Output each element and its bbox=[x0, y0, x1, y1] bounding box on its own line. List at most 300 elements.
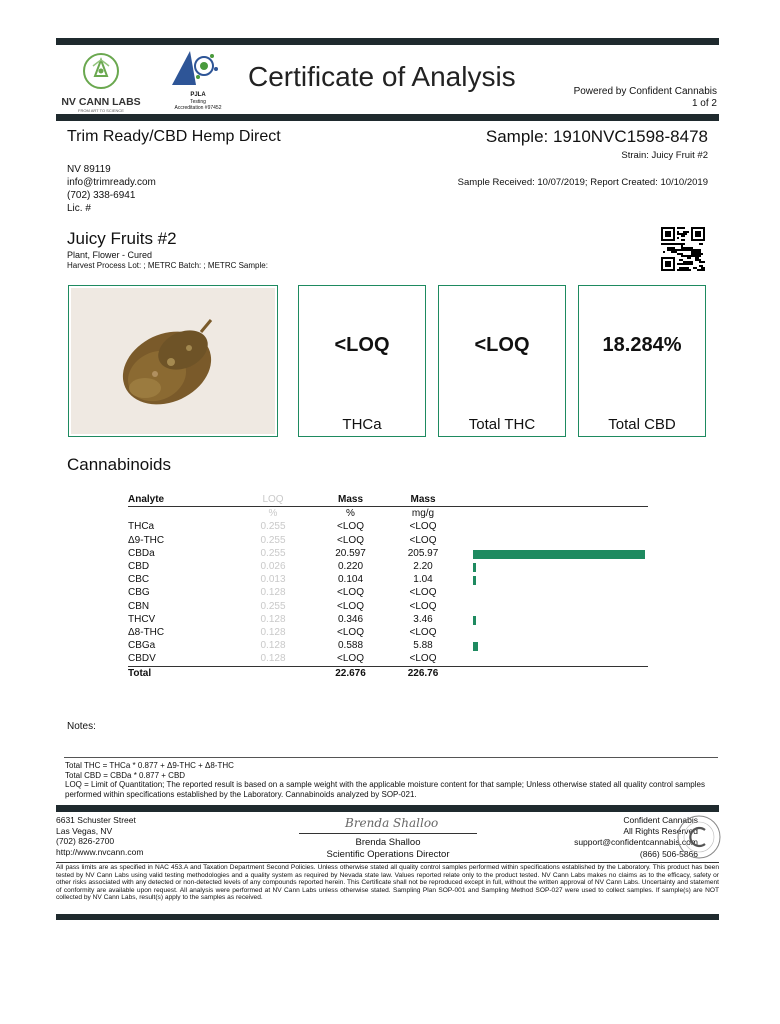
qr-module bbox=[695, 267, 697, 269]
table-total-row bbox=[128, 666, 648, 680]
qr-module bbox=[685, 231, 687, 233]
qr-module bbox=[693, 253, 695, 255]
cc-phone: (866) 506-5866 bbox=[639, 848, 698, 859]
qr-module bbox=[681, 255, 683, 257]
cc-seal-icon bbox=[676, 814, 722, 860]
qr-module bbox=[687, 267, 689, 269]
cell-loq: 0.255 bbox=[260, 600, 286, 612]
qr-module bbox=[679, 259, 681, 261]
qr-module bbox=[683, 235, 685, 237]
signature-line bbox=[299, 833, 477, 834]
qr-module bbox=[671, 251, 673, 253]
qr-module bbox=[691, 227, 705, 229]
footnotes bbox=[65, 761, 719, 799]
unit-mass-pct: % bbox=[346, 508, 355, 520]
header-loq: LOQ bbox=[262, 494, 284, 505]
qr-module bbox=[687, 261, 689, 263]
qr-module bbox=[701, 261, 703, 263]
notes-rule bbox=[64, 757, 718, 758]
summary-total-cbd-label: Total CBD bbox=[608, 416, 676, 433]
qr-module bbox=[681, 235, 683, 237]
cell-analyte: THCa bbox=[128, 521, 155, 533]
summary-total-thc-value: <LOQ bbox=[474, 334, 530, 356]
qr-module bbox=[687, 255, 689, 257]
qr-module bbox=[701, 243, 703, 245]
qr-module bbox=[685, 263, 687, 265]
footer-top-rule bbox=[56, 805, 719, 812]
accreditation-text: Testing bbox=[190, 99, 206, 105]
unit-loq: % bbox=[268, 508, 278, 520]
top-rule bbox=[56, 38, 719, 45]
qr-module bbox=[677, 263, 679, 265]
qr-module bbox=[683, 243, 685, 245]
mass-bar bbox=[473, 576, 476, 585]
qr-module bbox=[699, 251, 701, 253]
qr-module bbox=[699, 261, 701, 263]
cell-analyte: CBGa bbox=[128, 640, 156, 652]
cell-bar bbox=[463, 600, 648, 613]
qr-module bbox=[689, 257, 691, 259]
qr-module bbox=[687, 257, 689, 259]
table-row bbox=[128, 613, 648, 626]
qr-module bbox=[677, 231, 679, 233]
cell-loq: 0.128 bbox=[260, 613, 286, 625]
unit-bar bbox=[463, 507, 648, 521]
qr-module bbox=[681, 253, 683, 255]
cell-analyte: CBDV bbox=[128, 653, 156, 665]
qr-module bbox=[699, 249, 701, 251]
table-row bbox=[128, 560, 648, 573]
cell-mass-mg: 5.88 bbox=[413, 640, 433, 652]
notes-label: Notes: bbox=[67, 721, 96, 732]
cell-loq: 0.128 bbox=[260, 627, 286, 639]
cell-bar bbox=[463, 573, 648, 586]
qr-module bbox=[683, 269, 685, 271]
qr-module bbox=[695, 259, 697, 261]
qr-module bbox=[693, 249, 695, 251]
qr-module bbox=[681, 249, 683, 251]
qr-module bbox=[665, 261, 671, 267]
qr-module bbox=[665, 243, 667, 245]
header-analyte: Analyte bbox=[128, 494, 165, 505]
lab-street: 6631 Schuster Street bbox=[56, 815, 136, 825]
qr-code-icon bbox=[661, 227, 705, 271]
cell-analyte: CBN bbox=[128, 600, 150, 612]
qr-module bbox=[697, 259, 699, 261]
qr-module bbox=[675, 249, 677, 251]
qr-module bbox=[689, 261, 691, 263]
qr-module bbox=[699, 243, 701, 245]
qr-module bbox=[669, 243, 671, 245]
qr-module bbox=[681, 233, 683, 235]
qr-module bbox=[667, 249, 669, 251]
header-mass-mg: Mass bbox=[410, 494, 436, 505]
qr-module bbox=[685, 269, 687, 271]
qr-module bbox=[681, 247, 683, 249]
qr-module bbox=[683, 267, 685, 269]
cell-bar bbox=[463, 639, 648, 652]
mass-bar bbox=[473, 616, 476, 625]
accreditation-logo bbox=[168, 47, 228, 111]
qr-module bbox=[661, 257, 663, 271]
cell-analyte: THCV bbox=[128, 613, 156, 625]
cell-bar bbox=[463, 534, 648, 547]
qr-module bbox=[677, 233, 679, 235]
table-row bbox=[128, 586, 648, 599]
summary-thca-value: <LOQ bbox=[334, 334, 390, 356]
qr-module bbox=[683, 231, 685, 233]
qr-module bbox=[693, 251, 695, 253]
cell-mass-mg: 1.04 bbox=[413, 574, 433, 586]
cell-mass-pct: <LOQ bbox=[337, 534, 364, 546]
qr-module bbox=[691, 251, 693, 253]
qr-module bbox=[679, 227, 681, 229]
qr-module bbox=[691, 253, 693, 255]
product-photo-frame bbox=[68, 285, 278, 437]
qr-module bbox=[697, 253, 699, 255]
header-rule bbox=[56, 114, 719, 121]
qr-module bbox=[665, 231, 671, 237]
mass-bar bbox=[473, 550, 645, 559]
qr-module bbox=[673, 249, 675, 251]
qr-module bbox=[661, 227, 663, 241]
qr-module bbox=[673, 257, 675, 271]
table-row bbox=[128, 652, 648, 666]
cell-loq: 0.255 bbox=[260, 521, 286, 533]
sample-strain: Strain: Juicy Fruit #2 bbox=[621, 150, 708, 161]
qr-module bbox=[689, 249, 691, 251]
cell-mass-pct: <LOQ bbox=[337, 627, 364, 639]
qr-module bbox=[703, 269, 705, 271]
cell-bar bbox=[463, 586, 648, 599]
cell-mass-pct: 0.346 bbox=[337, 613, 364, 625]
summary-total-thc-label: Total THC bbox=[468, 416, 536, 433]
summary-thca bbox=[298, 285, 426, 437]
summary-total-thc bbox=[438, 285, 566, 437]
cc-rights: All Rights Reserved bbox=[623, 826, 698, 837]
qr-module bbox=[683, 255, 685, 257]
page-number: 1 of 2 bbox=[691, 98, 717, 109]
qr-module bbox=[681, 239, 683, 241]
qr-module bbox=[701, 253, 703, 255]
qr-module bbox=[685, 267, 687, 269]
cell-loq: 0.013 bbox=[260, 574, 286, 586]
cc-name: Confident Cannabis bbox=[623, 815, 698, 825]
cannabis-flower-image bbox=[71, 288, 275, 434]
qr-module bbox=[679, 253, 681, 255]
client-phone: (702) 338-6941 bbox=[67, 190, 136, 201]
unit-mass-mg: mg/g bbox=[411, 508, 435, 520]
footer-bottom-rule bbox=[56, 914, 719, 920]
cell-mass-pct: 0.220 bbox=[337, 561, 364, 573]
qr-module bbox=[677, 237, 679, 239]
qr-module bbox=[663, 251, 665, 253]
qr-module bbox=[677, 253, 679, 255]
total-loq bbox=[228, 666, 318, 680]
qr-module bbox=[699, 259, 701, 261]
cell-analyte: Δ8-THC bbox=[128, 627, 165, 639]
accreditation-number: Accreditation #97452 bbox=[174, 105, 222, 111]
qr-module bbox=[695, 231, 701, 237]
qr-module bbox=[671, 249, 673, 251]
table-row bbox=[128, 639, 648, 652]
signature: Brenda Shalloo bbox=[345, 816, 439, 830]
qr-module bbox=[679, 243, 681, 245]
lab-name: NV CANN LABS bbox=[61, 96, 141, 108]
qr-module bbox=[661, 227, 675, 229]
mass-bar bbox=[473, 563, 476, 572]
summary-total-cbd-value: 18.284% bbox=[602, 334, 682, 356]
cell-loq: 0.255 bbox=[260, 534, 286, 546]
cc-email[interactable]: support@confidentcannabis.com bbox=[574, 837, 698, 848]
signer-name: Brenda Shalloo bbox=[355, 837, 421, 848]
qr-module bbox=[673, 243, 675, 245]
qr-module bbox=[699, 255, 701, 257]
qr-module bbox=[697, 249, 699, 251]
qr-module bbox=[695, 253, 697, 255]
qr-module bbox=[681, 243, 683, 245]
cell-analyte: CBD bbox=[128, 561, 150, 573]
qr-module bbox=[703, 267, 705, 269]
cell-analyte: CBDa bbox=[128, 547, 155, 559]
qr-module bbox=[683, 233, 685, 235]
qr-module bbox=[685, 233, 687, 235]
cell-loq: 0.255 bbox=[260, 547, 286, 559]
cell-mass-mg: <LOQ bbox=[409, 627, 437, 639]
cell-bar bbox=[463, 613, 648, 626]
qr-module bbox=[683, 261, 685, 263]
qr-module bbox=[691, 247, 693, 249]
qr-module bbox=[683, 247, 685, 249]
qr-module bbox=[669, 247, 671, 249]
total-mass-pct: 22.676 bbox=[335, 667, 366, 679]
lab-city: Las Vegas, NV bbox=[56, 825, 113, 836]
qr-module bbox=[687, 269, 689, 271]
cell-mass-mg: <LOQ bbox=[409, 521, 437, 533]
table-units-row bbox=[128, 507, 648, 521]
summary-thca-label: THCa bbox=[342, 416, 382, 433]
qr-module bbox=[661, 257, 675, 259]
qr-module bbox=[671, 247, 673, 249]
footer-mid-rule bbox=[56, 862, 719, 863]
cell-mass-pct: 0.588 bbox=[337, 640, 364, 652]
cell-mass-pct: <LOQ bbox=[337, 521, 364, 533]
qr-module bbox=[685, 261, 687, 263]
cannabinoids-title: Cannabinoids bbox=[67, 455, 171, 474]
lab-tagline: FROM ART TO SCIENCE bbox=[78, 108, 124, 113]
qr-module bbox=[695, 249, 697, 251]
cell-mass-pct: 20.597 bbox=[335, 547, 366, 559]
product-photo bbox=[71, 288, 275, 434]
qr-module bbox=[683, 249, 685, 251]
cell-loq: 0.128 bbox=[260, 653, 286, 665]
cell-mass-pct: <LOQ bbox=[337, 600, 364, 612]
footnote-total-cbd: Total CBD = CBDa * 0.877 + CBD bbox=[65, 770, 186, 780]
cell-mass-mg: 2.20 bbox=[413, 561, 433, 573]
cell-analyte: Δ9-THC bbox=[128, 534, 165, 546]
qr-module bbox=[699, 253, 701, 255]
accreditation-org: PJLA bbox=[190, 92, 206, 98]
qr-module bbox=[691, 239, 705, 241]
footnote-loq: LOQ = Limit of Quantitation; The reported result is based on a sample weight with the applicable moisture content for that sample; Unless otherwise stated all quality control samples performed within specifications established by the Laboratory. Cannabinoids analyzed by SOP-021. bbox=[65, 780, 705, 799]
cell-bar bbox=[463, 520, 648, 533]
qr-module bbox=[683, 263, 685, 265]
client-email: info@trimready.com bbox=[67, 177, 156, 188]
qr-module bbox=[701, 265, 703, 267]
qr-module bbox=[679, 263, 681, 265]
qr-module bbox=[695, 257, 697, 259]
qr-module bbox=[689, 269, 691, 271]
cell-mass-mg: <LOQ bbox=[409, 587, 437, 599]
qr-module bbox=[691, 249, 693, 251]
qr-module bbox=[681, 245, 683, 247]
document-title: Certificate of Analysis bbox=[248, 61, 516, 92]
qr-module bbox=[685, 255, 687, 257]
lab-address bbox=[56, 815, 143, 857]
qr-module bbox=[679, 233, 681, 235]
qr-module bbox=[679, 249, 681, 251]
cell-analyte: CBG bbox=[128, 587, 150, 599]
qr-module bbox=[683, 227, 685, 229]
cell-loq: 0.026 bbox=[260, 561, 286, 573]
qr-module bbox=[683, 239, 685, 241]
header-bar bbox=[463, 493, 648, 507]
qr-module bbox=[685, 249, 687, 251]
qr-module bbox=[661, 239, 675, 241]
unit-analyte bbox=[128, 507, 228, 521]
qr-module bbox=[693, 267, 695, 269]
qr-module bbox=[703, 261, 705, 263]
qr-module bbox=[687, 231, 689, 233]
cell-mass-pct: <LOQ bbox=[337, 587, 364, 599]
client-address: NV 89119 bbox=[67, 164, 111, 175]
cc-seal bbox=[676, 814, 722, 860]
qr-module bbox=[673, 227, 675, 241]
qr-module bbox=[701, 269, 703, 271]
qr-module bbox=[697, 255, 699, 257]
cell-mass-pct: <LOQ bbox=[337, 653, 364, 665]
cell-bar bbox=[463, 652, 648, 666]
qr-module bbox=[681, 227, 683, 229]
cell-mass-pct: 0.104 bbox=[337, 574, 364, 586]
qr-module bbox=[693, 255, 695, 257]
qr-module bbox=[689, 263, 691, 265]
qr-module bbox=[681, 259, 683, 261]
cell-bar bbox=[463, 547, 648, 560]
qr-module bbox=[677, 269, 679, 271]
qr-module bbox=[695, 255, 697, 257]
product-batch: Harvest Process Lot: ; METRC Batch: ; METRC Sample: bbox=[67, 261, 268, 270]
qr-module bbox=[675, 243, 677, 245]
table-row bbox=[128, 520, 648, 533]
qr-module bbox=[679, 269, 681, 271]
qr-module bbox=[701, 267, 703, 269]
table-header-row bbox=[128, 493, 648, 507]
qr-module bbox=[691, 261, 693, 263]
lab-url[interactable]: http://www.nvcann.com bbox=[56, 846, 144, 857]
client-license: Lic. # bbox=[67, 203, 91, 214]
lab-logo-icon bbox=[58, 52, 144, 92]
signer-title: Scientific Operations Director bbox=[326, 849, 450, 860]
qr-module bbox=[669, 249, 671, 251]
cannabinoids-table bbox=[128, 493, 648, 680]
qr-module bbox=[677, 243, 679, 245]
client-name: Trim Ready/CBD Hemp Direct bbox=[67, 128, 281, 145]
cell-bar bbox=[463, 560, 648, 573]
qr-module bbox=[671, 243, 673, 245]
total-mass-mg: 226.76 bbox=[407, 667, 439, 679]
qr-module bbox=[691, 227, 693, 241]
lab-phone: (702) 826-2700 bbox=[56, 836, 115, 846]
qr-module bbox=[681, 269, 683, 271]
footnote-total-thc: Total THC = THCa * 0.877 + Δ9-THC + Δ8-THC bbox=[65, 761, 234, 770]
lab-logo bbox=[58, 52, 144, 113]
qr-code[interactable] bbox=[661, 227, 705, 271]
qr-module bbox=[687, 247, 689, 249]
cell-bar bbox=[463, 626, 648, 639]
qr-module bbox=[677, 227, 679, 229]
cell-mass-mg: <LOQ bbox=[409, 600, 437, 612]
qr-module bbox=[697, 269, 699, 271]
mass-bar bbox=[473, 642, 478, 651]
header-mass-pct: Mass bbox=[337, 494, 363, 505]
cell-mass-mg: 3.46 bbox=[413, 613, 433, 625]
table-row bbox=[128, 547, 648, 560]
cannabinoids-table-wrap bbox=[128, 493, 648, 680]
sample-dates: Sample Received: 10/07/2019; Report Created: 10/10/2019 bbox=[457, 177, 708, 188]
qr-module bbox=[673, 251, 675, 253]
qr-module bbox=[687, 263, 689, 265]
summary-total-cbd bbox=[578, 285, 706, 437]
qr-module bbox=[677, 249, 679, 251]
qr-module bbox=[663, 243, 665, 245]
qr-module bbox=[675, 251, 677, 253]
total-bar bbox=[463, 666, 648, 680]
qr-module bbox=[695, 251, 697, 253]
powered-by: Powered by Confident Cannabis bbox=[573, 86, 717, 97]
qr-module bbox=[699, 269, 701, 271]
qr-module bbox=[673, 247, 675, 249]
qr-module bbox=[667, 247, 669, 249]
qr-module bbox=[661, 243, 663, 245]
cell-mass-mg: 205.97 bbox=[407, 547, 439, 559]
table-row bbox=[128, 626, 648, 639]
product-name: Juicy Fruits #2 bbox=[67, 229, 177, 248]
qr-module bbox=[691, 255, 693, 257]
qr-module bbox=[697, 257, 699, 259]
table-row bbox=[128, 600, 648, 613]
cell-loq: 0.128 bbox=[260, 640, 286, 652]
qr-module bbox=[681, 267, 683, 269]
table-row bbox=[128, 534, 648, 547]
cell-mass-mg: <LOQ bbox=[409, 653, 437, 665]
qr-module bbox=[699, 265, 701, 267]
cell-mass-mg: <LOQ bbox=[409, 534, 437, 546]
disclaimer: All pass limits are as specified in NAC 453.A and Taxation Department Second Policies. Unless otherwise stated all quality control samples performed within specifications established by the Laboratory. This product has been tested by NV Cann Labs using valid testing methodologies and a quality system as required by Nevada state law. Values reported relate only to the product tested. NV Cann Labs makes no claims as to the efficacy, safety or other risks associated with any detected or non-detected levels of any compounds reported herein. This Certificate shall not be reproduced except in full, without the written approval of NV Cann Labs. Uncertainty and statement of conformity are available upon request. All analysis were performed at NV Cann Labs unless otherwise stated. Sampling Plan SOP-001 and Sampling Method SOP-027 were used to collect samples. If sample(s) are NOT collected by NV Cann Labs, result(s) apply to the samples as received. bbox=[56, 864, 719, 902]
qr-module bbox=[697, 251, 699, 253]
sample-id: Sample: 1910NVC1598-8478 bbox=[485, 127, 708, 146]
qr-module bbox=[667, 243, 669, 245]
qr-module bbox=[689, 255, 691, 257]
qr-module bbox=[703, 227, 705, 241]
total-label: Total bbox=[128, 667, 152, 679]
qr-module bbox=[679, 267, 681, 269]
qr-module bbox=[661, 269, 675, 271]
qr-module bbox=[687, 249, 689, 251]
cell-analyte: CBC bbox=[128, 574, 150, 586]
product-type: Plant, Flower - Cured bbox=[67, 250, 153, 260]
qr-module bbox=[689, 247, 691, 249]
